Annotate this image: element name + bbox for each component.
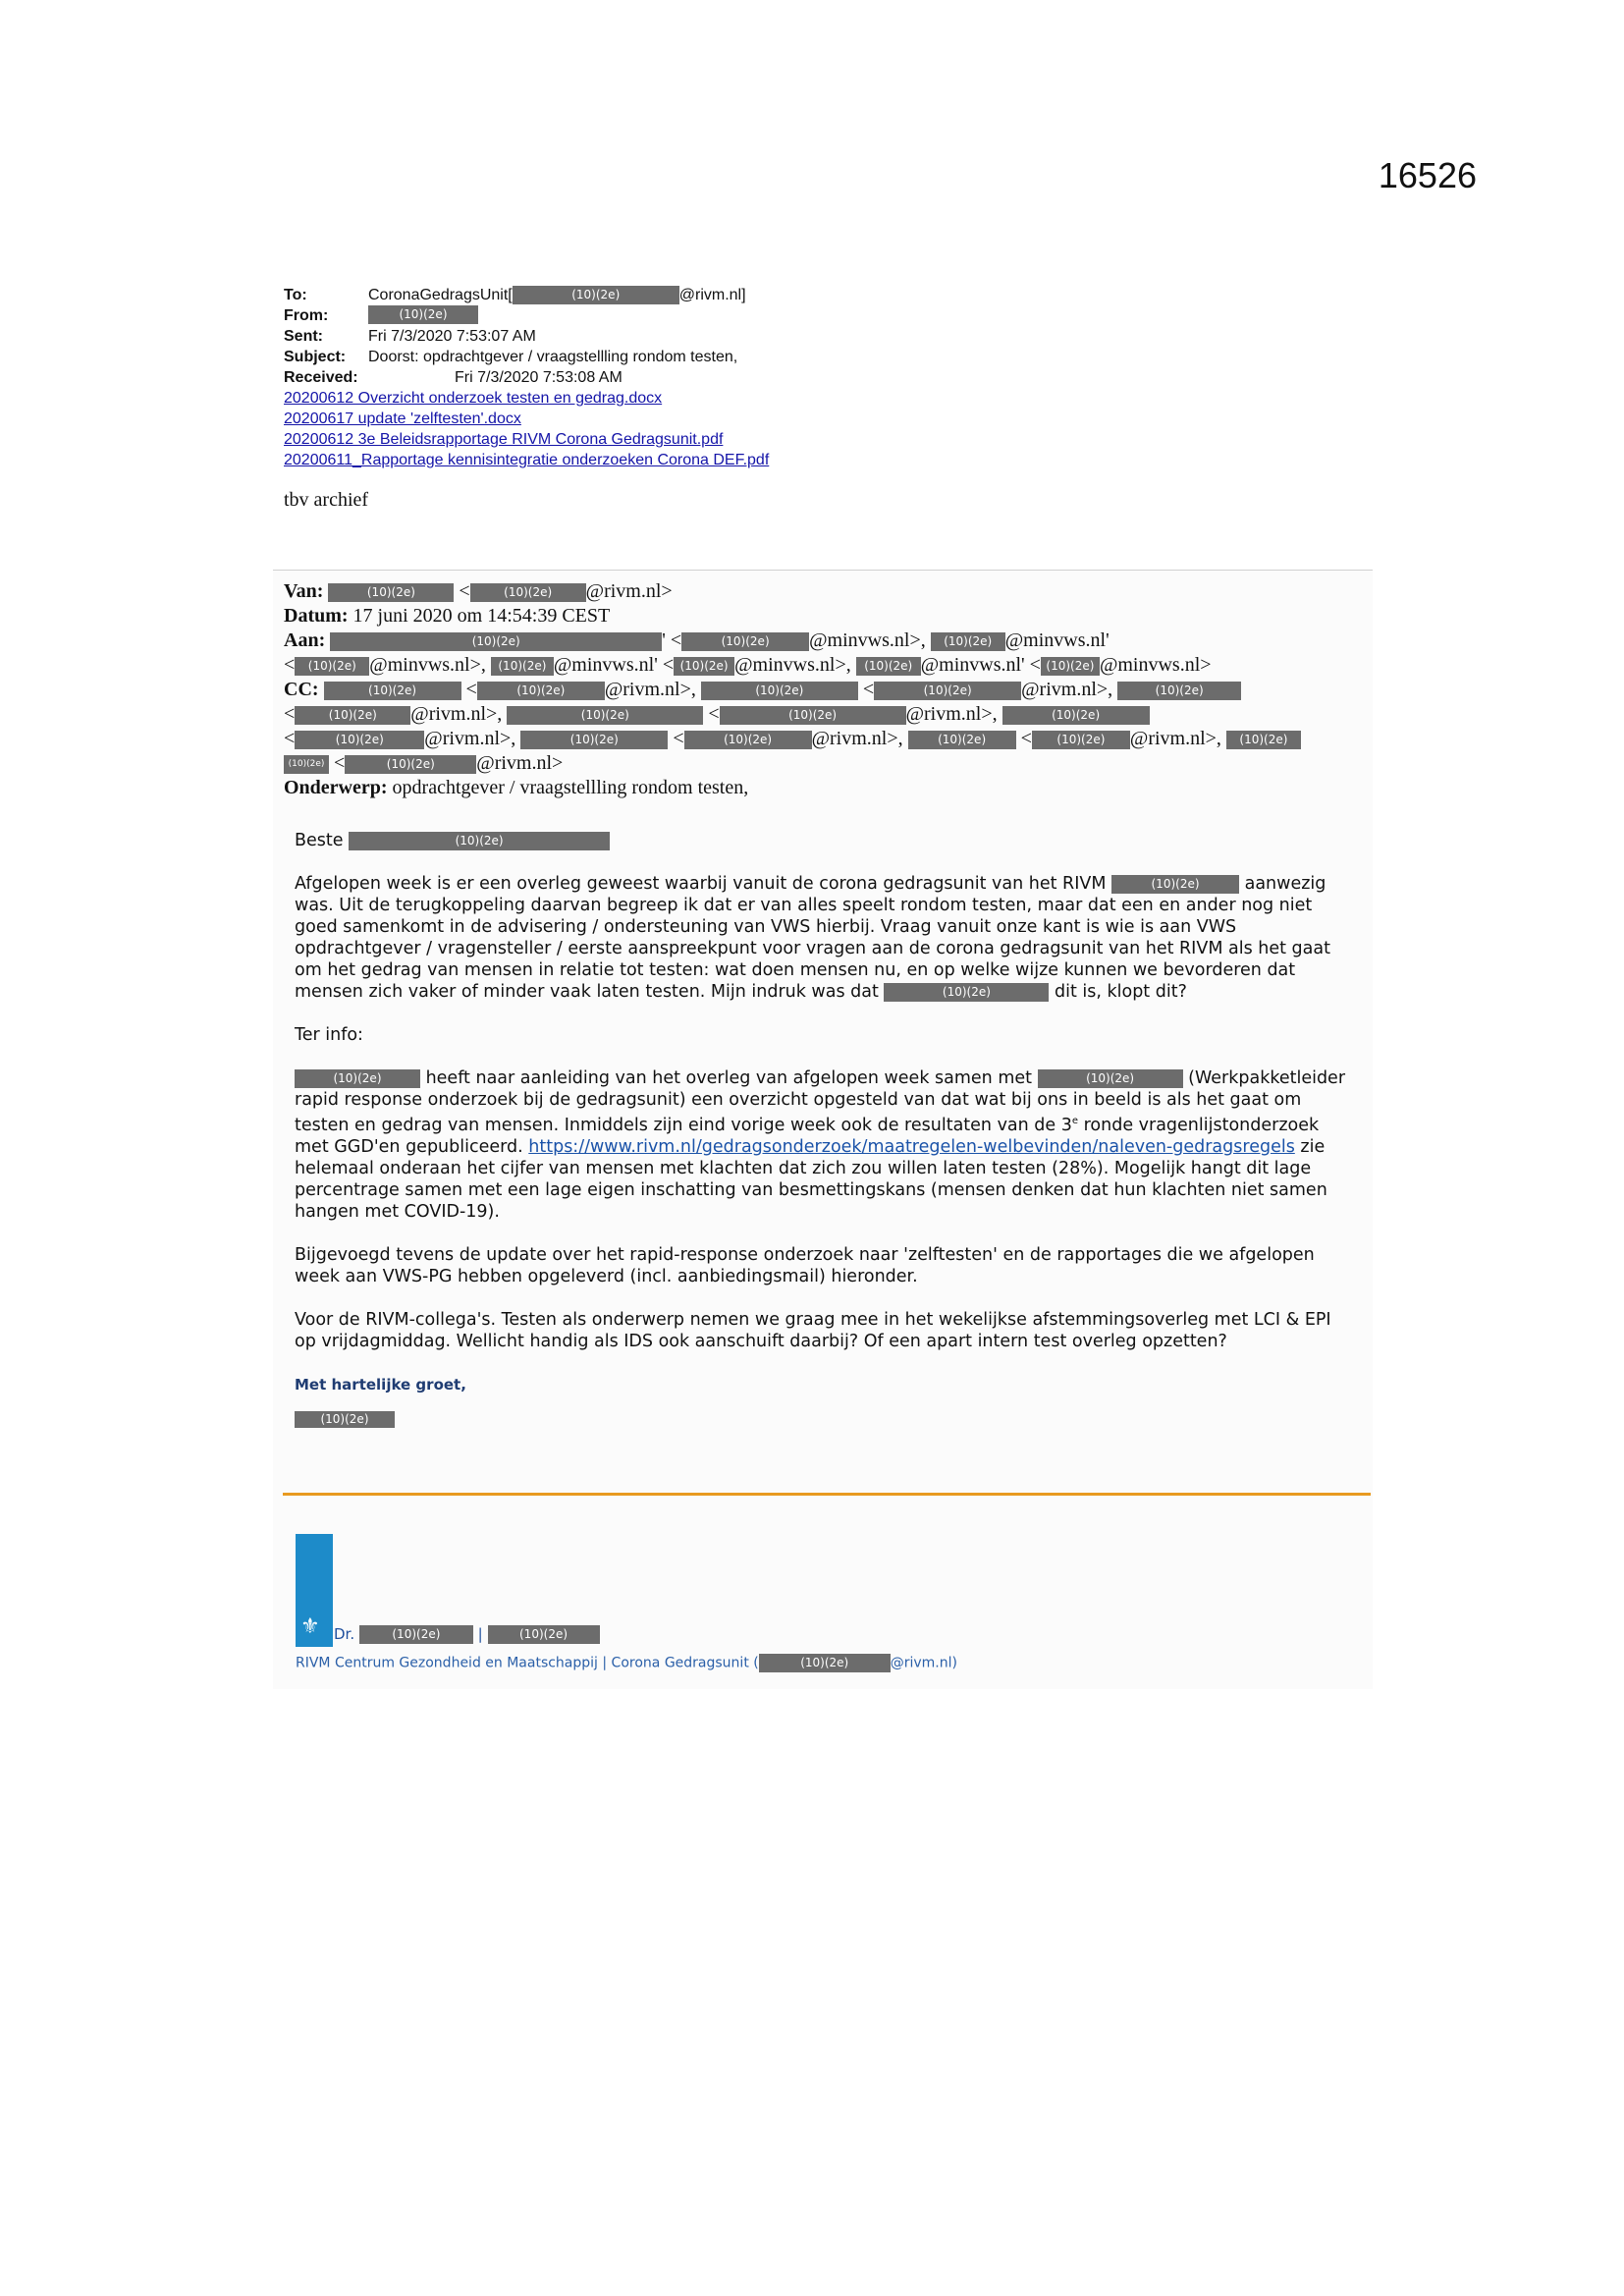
- attachment-link[interactable]: 20200612 3e Beleidsrapportage RIVM Corona Gedragsunit.pdf: [284, 431, 724, 448]
- redaction: (10)(2e): [1111, 875, 1239, 894]
- redaction: (10)(2e): [674, 657, 734, 676]
- to-label: To:: [284, 287, 307, 303]
- subject-label: Subject:: [284, 349, 347, 365]
- signature-line: RIVM Centrum Gezondheid en Maatschappij | Corona Gedragsunit ( (10)(2e) @rivm.nl): [296, 1655, 957, 1671]
- redaction: (10)(2e): [720, 706, 906, 725]
- redaction: (10)(2e): [295, 1411, 395, 1428]
- redaction: (10)(2e): [477, 682, 605, 700]
- paragraph: Bijgevoegd tevens de update over het rapid-response onderzoek naar 'zelftesten' en de rapportages die we afgelopen week aan VWS-PG hebben opgeleverd (incl. aanbiedingsmail) hieronder.: [295, 1244, 1315, 1286]
- redaction: (10)(2e): [684, 731, 812, 749]
- redaction: (10)(2e): [759, 1654, 891, 1672]
- redaction: (10)(2e): [368, 305, 478, 324]
- redaction: (10)(2e): [701, 682, 858, 700]
- redaction: (10)(2e): [1002, 706, 1150, 725]
- redaction: (10)(2e): [345, 755, 476, 774]
- redaction: (10)(2e): [1041, 657, 1100, 676]
- outlook-header: [284, 285, 873, 470]
- redaction: (10)(2e): [874, 682, 1021, 700]
- paragraph: Afgelopen week is er een overleg geweest waarbij vanuit de corona gedragsunit van het RIVM (10)(2e) aanwezig was. Uit de terugkoppeling daarvan begreep ik dat er van alles speelt rondom testen, maar dat een en ander nog niet goed samenkomt in de advisering / ondersteuning van VWS hierbij. Vraag vanuit onze kant is wie is aan VWS opdrachtgever / vragensteller / eerste aanspreekpunt voor vragen aan de corona gedragsunit van het RIVM als het gaat om het gedrag van mensen in relatie tot testen: wat doen mensen nu, en op welke wijze kunnen we bevorderen dat mensen zich vaker of minder vaak laten testen. Mijn indruk was dat (10)(2e) dit is, klopt dit?: [295, 874, 1330, 1002]
- redaction: (10)(2e): [908, 731, 1016, 749]
- rijksoverheid-logo: [296, 1534, 333, 1647]
- divider: [273, 570, 1373, 571]
- redaction: (10)(2e): [349, 832, 610, 850]
- crest-icon: ⚜: [300, 1613, 320, 1638]
- datum-value: 17 juni 2020 om 14:54:39 CEST: [352, 605, 611, 627]
- greeting: Beste: [295, 831, 344, 850]
- redaction: (10)(2e): [470, 583, 586, 602]
- paragraph: (10)(2e) heeft naar aanleiding van het overleg van afgelopen week samen met (10)(2e) (Werkpakketleider rapid response onderzoek bij de gedragsunit) een overzicht opgesteld van dat wat bij ons in beeld is als het gaat om testen en gedrag van mensen. Inmiddels zijn eind vorige week ook de resultaten van de 3e ronde vragenlijstonderzoek met GGD'en gepubliceerd. https://www.rivm.nl/gedragsonderzoek/maatregelen-welbevinden/naleven-gedragsregels zie helemaal onderaan het cijfer van mensen met klachten dat zich zou willen laten testen (28%). Mogelijk hangt dit lage percentrage samen met een lage eigen inschatting van besmettingskans (mensen denken dat hun klachten niet samen hangen met COVID-19).: [295, 1068, 1346, 1222]
- page-number: 16526: [1378, 155, 1477, 195]
- note-text: tbv archief: [284, 489, 369, 511]
- closing: Met hartelijke groet,: [295, 1375, 466, 1394]
- redaction: (10)(2e): [507, 706, 703, 725]
- redaction: (10)(2e): [931, 632, 1005, 651]
- redaction: (10)(2e): [1226, 731, 1301, 749]
- redaction: (10)(2e): [330, 632, 662, 651]
- redaction: (10)(2e): [359, 1625, 473, 1644]
- sent-label: Sent:: [284, 328, 323, 345]
- received-label: Received:: [284, 369, 358, 386]
- signature-divider: [283, 1493, 1371, 1496]
- attachment-link[interactable]: 20200612 Overzicht onderzoek testen en gedrag.docx: [284, 390, 663, 407]
- redaction: (10)(2e): [1032, 731, 1130, 749]
- redaction: (10)(2e): [520, 731, 668, 749]
- subject-value: Doorst: opdrachtgever / vraagstellling rondom testen,: [368, 349, 738, 365]
- ter-info: Ter info:: [295, 1025, 363, 1045]
- onderwerp-value: opdrachtgever / vraagstellling rondom testen,: [392, 777, 749, 798]
- rivm-link[interactable]: https://www.rivm.nl/gedragsonderzoek/maatregelen-welbevinden/naleven-gedragsregels: [528, 1136, 1295, 1157]
- redaction: (10)(2e): [295, 657, 369, 676]
- to-value: CoronaGedragsUnit[ (10)(2e) @rivm.nl]: [368, 287, 746, 303]
- email-body: [295, 830, 1355, 1431]
- redaction: (10)(2e): [1038, 1069, 1183, 1088]
- redaction: (10)(2e): [856, 657, 921, 676]
- redaction: (10)(2e): [491, 657, 554, 676]
- redaction: (10)(2e): [513, 286, 679, 304]
- attachment-link[interactable]: 20200617 update 'zelftesten'.docx: [284, 410, 521, 427]
- redaction: (10)(2e): [488, 1625, 600, 1644]
- redaction: (10)(2e): [681, 632, 809, 651]
- attachment-link[interactable]: 20200611_Rapportage kennisintegratie onderzoeken Corona DEF.pdf: [284, 452, 770, 468]
- from-label: From:: [284, 307, 329, 324]
- signature-name: Dr. (10)(2e) | (10)(2e): [334, 1625, 600, 1644]
- received-value: Fri 7/3/2020 7:53:08 AM: [455, 369, 623, 386]
- sent-value: Fri 7/3/2020 7:53:07 AM: [368, 328, 536, 345]
- redaction: (10)(2e): [328, 583, 454, 602]
- redaction: (10)(2e): [295, 731, 424, 749]
- redaction: (10)(2e): [295, 706, 410, 725]
- forward-header: Van: (10)(2e) < (10)(2e) @rivm.nl> Datum: 17 juni 2020 om 14:54:39 CEST Aan: (10)(2e) ' < (10)(2e) @minvws.nl>, (10)(2e) @minvws.nl' < (10)(2e) @minvws.nl>, (10)(2e) @minvws.nl' < (10)(2e) @minvws.nl>, (10)(2e) @minvws.nl' < (10)(2e) @minvws.nl> CC: (10)(2e) < (10)(2e) @rivm.nl>, (10)(2e) < (10)(2e) @rivm.nl>, (10)(2e) < (10)(2e) @rivm.nl>, (10)(2e) < (10)(2e) @rivm.nl>, (10)(2e) < (10)(2e) @rivm.nl>, (10)(2e) < (10)(2e) @rivm.nl>, (10)(2e) < (10)(2e) @rivm.nl>, (10)(2e) (10)(2e) < (10)(2e) @rivm.nl> Onderwerp: opdrachtgever / vraagstellling rondom testen,: [284, 579, 1364, 800]
- redaction: (10)(2e): [324, 682, 461, 700]
- redaction: (10)(2e): [1117, 682, 1241, 700]
- paragraph: Voor de RIVM-collega's. Testen als onderwerp nemen we graag mee in het wekelijkse afstemmingsoverleg met LCI & EPI op vrijdagmiddag. Wellicht handig als IDS ook aanschuift daarbij? Of een apart intern test overleg opzetten?: [295, 1309, 1331, 1351]
- redaction: (10)(2e): [884, 983, 1049, 1002]
- redaction: (10)(2e): [295, 1069, 420, 1088]
- redaction: (10)(2e): [284, 755, 329, 774]
